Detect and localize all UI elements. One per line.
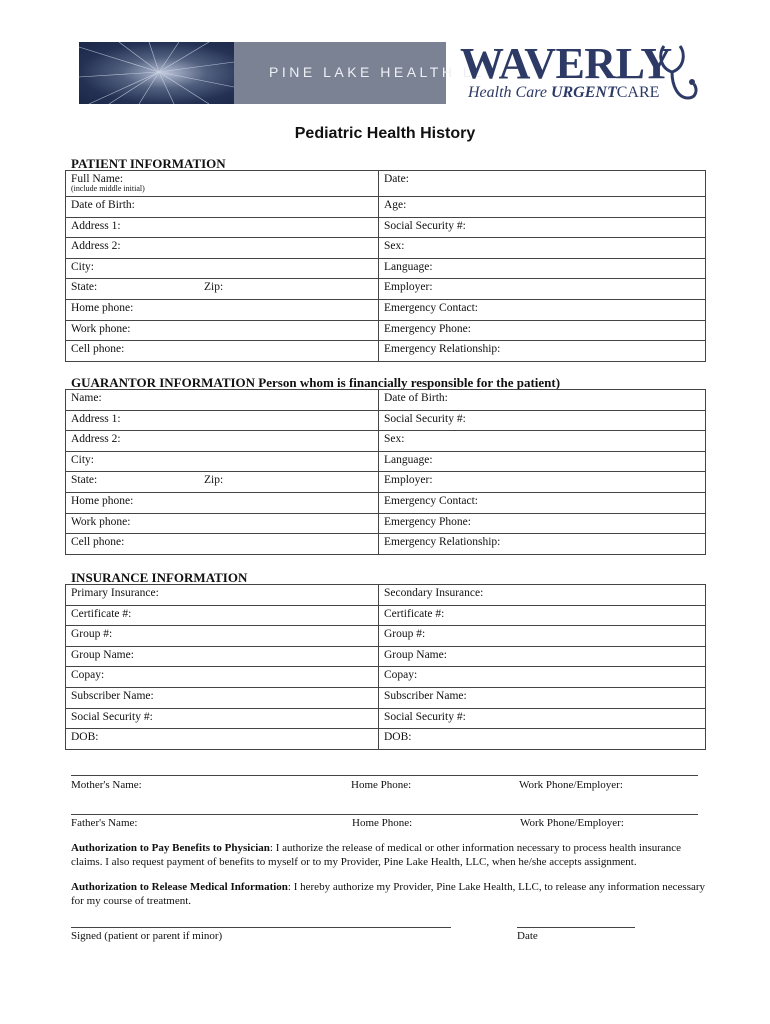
dob-field[interactable]: Date of Birth:	[66, 197, 379, 218]
auth-release-paragraph: Authorization to Release Medical Information: I hereby authorize my Provider, Pine Lake Health, LLC, to release any information necessary for my course of treatment.	[71, 881, 706, 907]
guarantor-work-phone-field[interactable]: Work phone:	[66, 513, 379, 534]
guarantor-city-field[interactable]: City:	[66, 451, 379, 472]
waverly-logo	[460, 40, 700, 106]
primary-certificate-field[interactable]: Certificate #:	[66, 605, 379, 626]
secondary-subscriber-field[interactable]: Subscriber Name:	[379, 687, 706, 708]
signature-label: Signed (patient or parent if minor)	[71, 930, 223, 942]
secondary-certificate-field[interactable]: Certificate #:	[379, 605, 706, 626]
insurance-heading: INSURANCE INFORMATION	[71, 570, 248, 585]
guarantor-address2-field[interactable]: Address 2:	[66, 431, 379, 452]
primary-group-name-field[interactable]: Group Name:	[66, 646, 379, 667]
father-home-phone-label: Home Phone:	[352, 817, 413, 829]
primary-ssn-field[interactable]: Social Security #:	[66, 708, 379, 729]
guarantor-name-field[interactable]: Name:	[66, 390, 379, 411]
primary-subscriber-field[interactable]: Subscriber Name:	[66, 687, 379, 708]
age-field[interactable]: Age:	[379, 197, 706, 218]
guarantor-emergency-relationship-field[interactable]: Emergency Relationship:	[379, 534, 706, 555]
address1-field[interactable]: Address 1:	[66, 217, 379, 238]
guarantor-emergency-contact-field[interactable]: Emergency Contact:	[379, 492, 706, 513]
secondary-dob-field[interactable]: DOB:	[379, 729, 706, 750]
primary-dob-field[interactable]: DOB:	[66, 729, 379, 750]
mother-work-label: Work Phone/Employer:	[519, 779, 623, 791]
signature-line[interactable]	[71, 927, 451, 928]
secondary-group-no-field[interactable]: Group #:	[379, 626, 706, 647]
signature-date-label: Date	[517, 930, 538, 942]
page-title: Pediatric Health History	[294, 125, 476, 142]
guarantor-heading: GUARANTOR INFORMATION Person whom is financially responsible for the patient)	[71, 375, 561, 390]
guarantor-employer-field[interactable]: Employer:	[379, 472, 706, 493]
waverly-tagline: Health Care URGENTCARE	[468, 84, 660, 101]
home-phone-field[interactable]: Home phone:	[66, 299, 379, 320]
patient-heading: PATIENT INFORMATION	[71, 156, 226, 171]
city-field[interactable]: City:	[66, 258, 379, 279]
guarantor-sex-field[interactable]: Sex:	[379, 431, 706, 452]
auth-pay-paragraph: Authorization to Pay Benefits to Physician: I authorize the release of medical or other information necessary to process health insurance claims. I also request payment of benefits to myself or to my Provider, Pine Lake Health, LLC, when he/she accepts assignment.	[71, 842, 682, 868]
father-line[interactable]	[71, 814, 698, 815]
state-zip-field[interactable]: State: Zip:	[66, 279, 379, 300]
guarantor-emergency-phone-field[interactable]: Emergency Phone:	[379, 513, 706, 534]
secondary-ssn-field[interactable]: Social Security #:	[379, 708, 706, 729]
guarantor-dob-field[interactable]: Date of Birth:	[379, 390, 706, 411]
pine-lake-logo	[79, 42, 500, 104]
guarantor-ssn-field[interactable]: Social Security #:	[379, 410, 706, 431]
mother-label: Mother's Name:	[71, 779, 142, 791]
stethoscope-icon	[658, 42, 700, 104]
mother-home-phone-label: Home Phone:	[351, 779, 412, 791]
employer-field[interactable]: Employer:	[379, 279, 706, 300]
pine-lake-name: PINE LAKE HEALTH LLC	[269, 64, 500, 80]
ssn-field[interactable]: Social Security #:	[379, 217, 706, 238]
father-work-label: Work Phone/Employer:	[520, 817, 624, 829]
primary-insurance-field[interactable]: Primary Insurance:	[66, 585, 379, 606]
emergency-phone-field[interactable]: Emergency Phone:	[379, 320, 706, 341]
full-name-field[interactable]: Full Name: (include middle initial)	[66, 171, 379, 197]
emergency-relationship-field[interactable]: Emergency Relationship:	[379, 341, 706, 362]
guarantor-state-zip-field[interactable]: State: Zip:	[66, 472, 379, 493]
emergency-contact-field[interactable]: Emergency Contact:	[379, 299, 706, 320]
date-line[interactable]	[517, 927, 635, 928]
guarantor-home-phone-field[interactable]: Home phone:	[66, 492, 379, 513]
guarantor-language-field[interactable]: Language:	[379, 451, 706, 472]
primary-copay-field[interactable]: Copay:	[66, 667, 379, 688]
date-field[interactable]: Date:	[379, 171, 706, 197]
work-phone-field[interactable]: Work phone:	[66, 320, 379, 341]
primary-group-no-field[interactable]: Group #:	[66, 626, 379, 647]
patient-table	[65, 170, 706, 362]
insurance-table	[65, 584, 706, 750]
father-label: Father's Name:	[71, 817, 138, 829]
secondary-group-name-field[interactable]: Group Name:	[379, 646, 706, 667]
sex-field[interactable]: Sex:	[379, 238, 706, 259]
address2-field[interactable]: Address 2:	[66, 238, 379, 259]
mother-line[interactable]	[71, 775, 698, 776]
secondary-insurance-field[interactable]: Secondary Insurance:	[379, 585, 706, 606]
starburst-graphic	[79, 42, 234, 104]
guarantor-address1-field[interactable]: Address 1:	[66, 410, 379, 431]
secondary-copay-field[interactable]: Copay:	[379, 667, 706, 688]
cell-phone-field[interactable]: Cell phone:	[66, 341, 379, 362]
guarantor-cell-phone-field[interactable]: Cell phone:	[66, 534, 379, 555]
waverly-wordmark: WAVERLY	[460, 39, 672, 88]
guarantor-table	[65, 389, 706, 555]
language-field[interactable]: Language:	[379, 258, 706, 279]
